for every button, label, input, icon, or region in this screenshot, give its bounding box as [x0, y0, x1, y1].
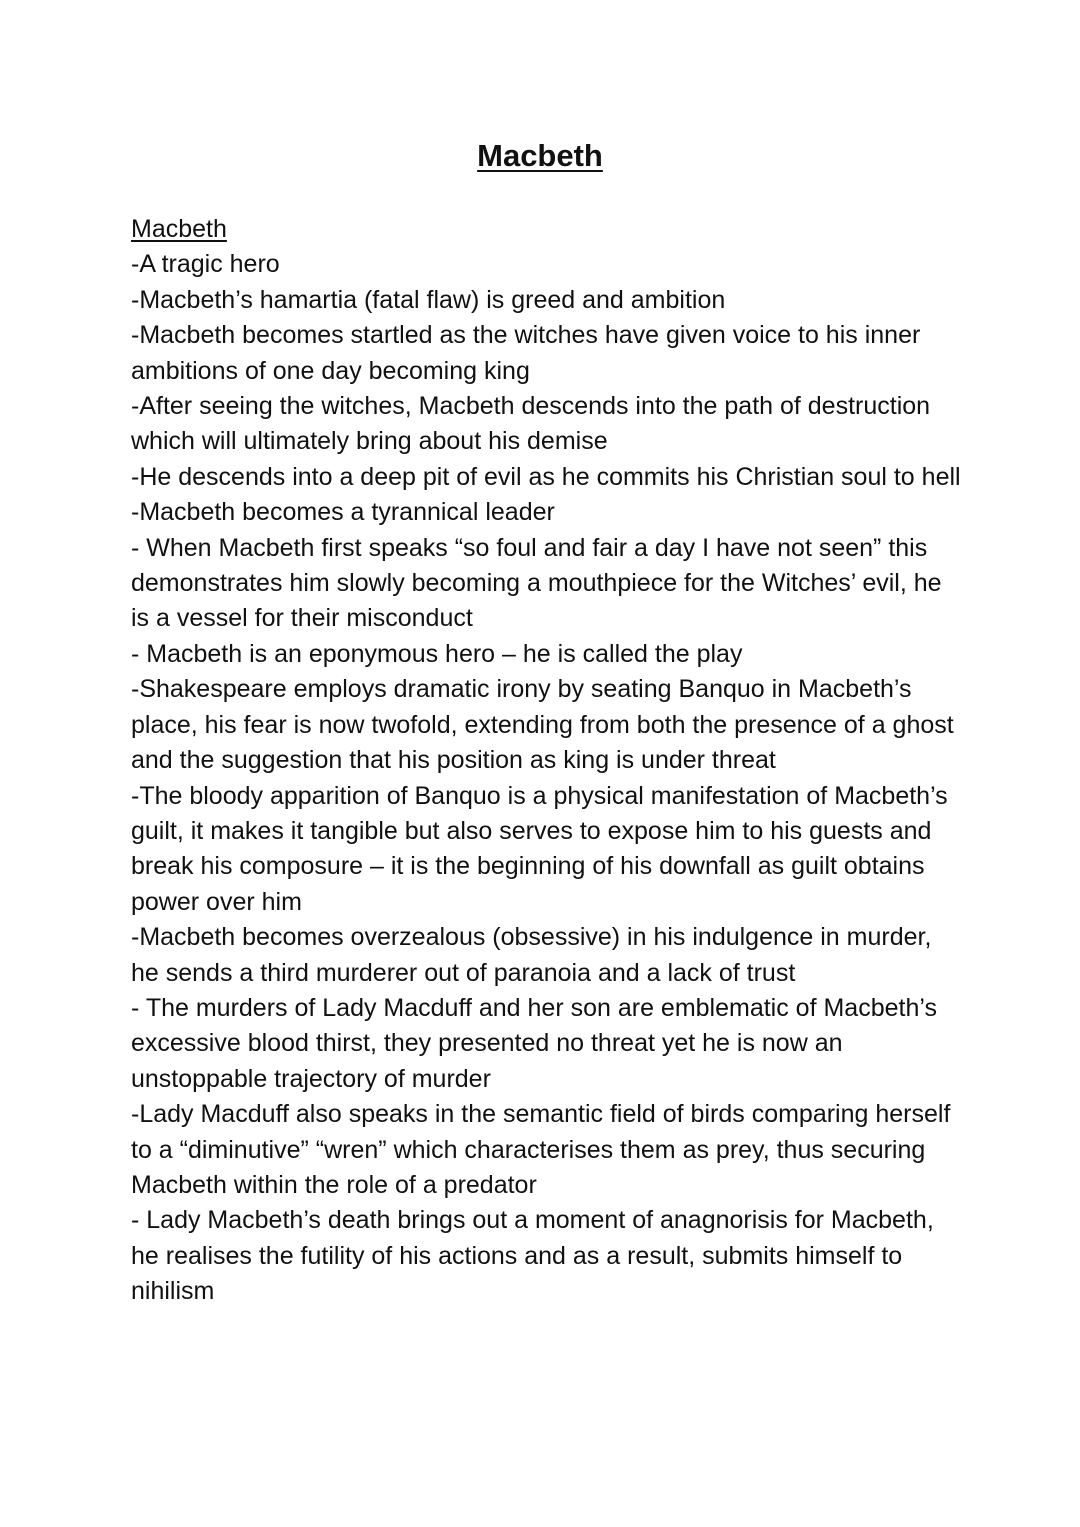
- note-item: -Lady Macduff also speaks in the semantic field of birds comparing herself to a “diminutive” “wren” which characterises them as prey, thus securing Macbeth within the role of a predator: [131, 1100, 951, 1199]
- note-item: -He descends into a deep pit of evil as he commits his Christian soul to hell: [131, 462, 961, 491]
- note-item: -Shakespeare employs dramatic irony by seating Banquo in Macbeth’s place, his fear is now twofold, extending from both the presence of a ghost and the suggestion that his position as king is under threat: [131, 675, 954, 775]
- note-item: - When Macbeth first speaks “so foul and fair a day I have not seen” this demonstrates him slowly becoming a mouthpiece for the Witches’ evil, he is a vessel for their misconduct: [131, 533, 942, 633]
- note-item: - Macbeth is an eponymous hero – he is called the play: [131, 639, 743, 668]
- note-item: -A tragic hero: [131, 250, 280, 279]
- note-item: -Macbeth becomes a tyrannical leader: [131, 498, 555, 527]
- note-item: -After seeing the witches, Macbeth descends into the path of destruction which will ultimately bring about his demise: [131, 392, 931, 456]
- section-heading: [131, 212, 961, 247]
- note-item: -Macbeth’s hamartia (fatal flaw) is greed and ambition: [131, 285, 726, 314]
- note-item: - The murders of Lady Macduff and her son are emblematic of Macbeth’s excessive blood thirst, they presented no threat yet he is now an unstoppable trajectory of murder: [131, 993, 937, 1093]
- document-body: [131, 212, 961, 1310]
- note-item: -The bloody apparition of Banquo is a physical manifestation of Macbeth’s guilt, it makes it tangible but also serves to expose him to his guests and break his composure – it is the beginning of his downfall as guilt obtains power over him: [131, 781, 948, 916]
- notes-list: [131, 247, 961, 1309]
- document-title: [0, 136, 1080, 176]
- note-item: -Macbeth becomes overzealous (obsessive) in his indulgence in murder, he sends a third murderer out of paranoia and a lack of trust: [131, 923, 932, 987]
- note-item: - Lady Macbeth’s death brings out a moment of anagnorisis for Macbeth, he realises the futility of his actions and as a result, submits himself to nihilism: [131, 1206, 934, 1306]
- document-title-text: Macbeth: [477, 138, 603, 173]
- note-item: -Macbeth becomes startled as the witches have given voice to his inner ambitions of one day becoming king: [131, 321, 921, 385]
- section-heading-text: Macbeth: [131, 215, 227, 243]
